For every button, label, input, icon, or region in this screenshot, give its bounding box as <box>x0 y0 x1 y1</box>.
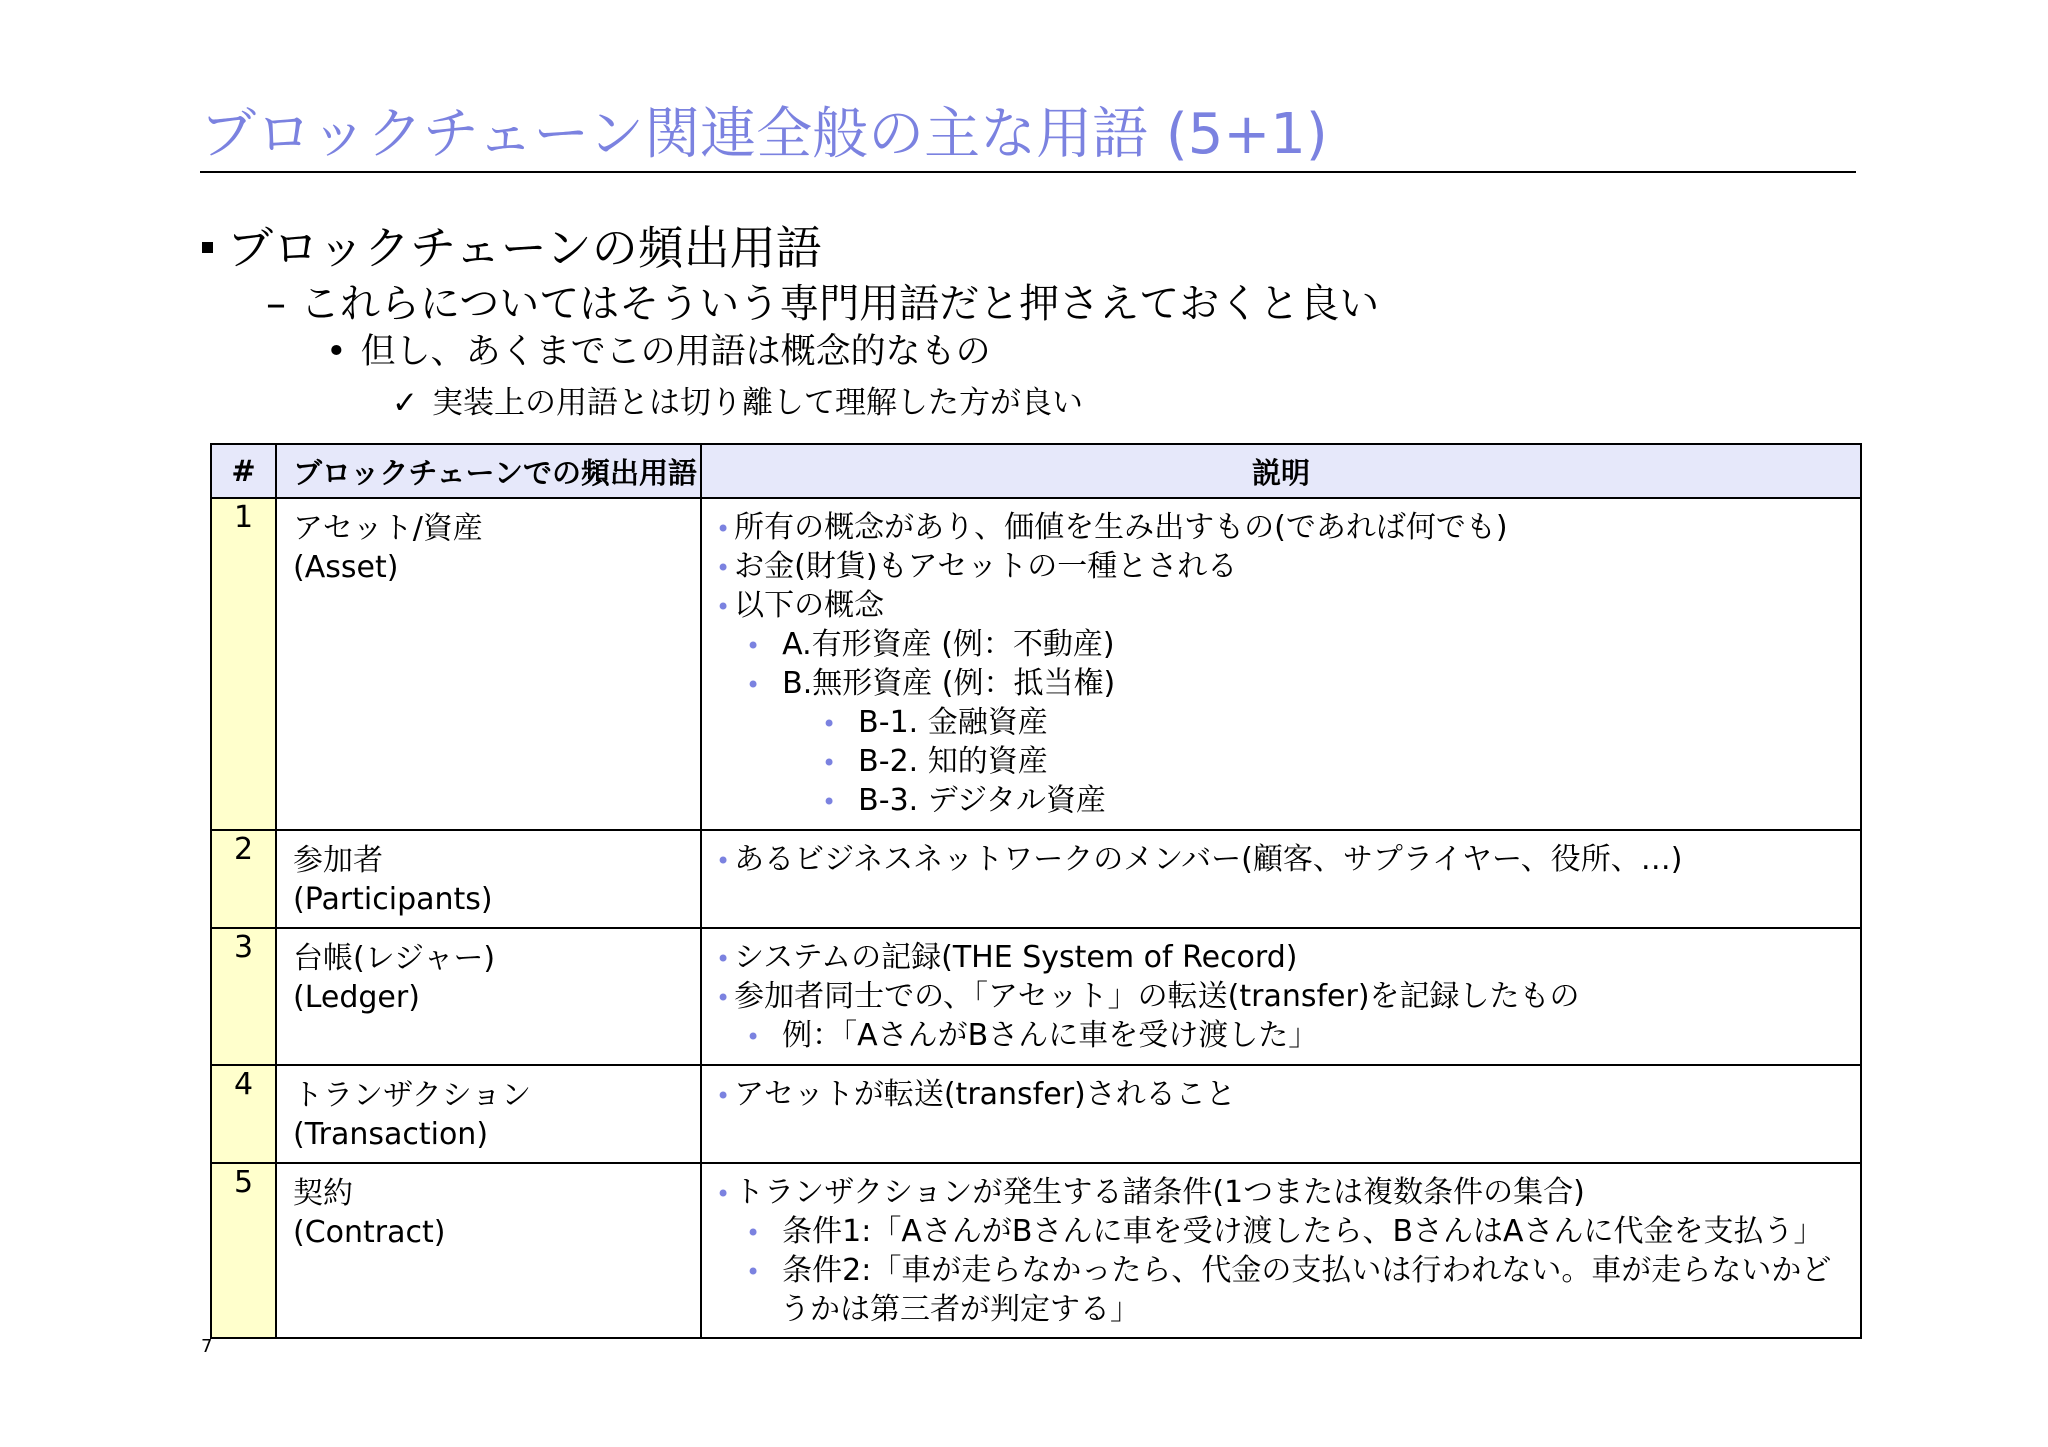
term-en: (Asset) <box>293 550 399 585</box>
desc-text: トランザクションが発生する諸条件(1つまたは複数条件の集合) <box>734 1175 1585 1210</box>
bullet-dot-icon: • <box>746 632 761 660</box>
title-divider <box>200 171 1856 173</box>
desc-text: 以下の概念 <box>734 588 885 623</box>
desc-line <box>716 1076 1848 1115</box>
desc-line <box>716 743 1848 782</box>
desc-line <box>716 665 1848 704</box>
row-term <box>276 928 701 1065</box>
slide-title: ブロックチェーン関連全般の主な用語 (5+1) <box>200 102 1328 167</box>
table-row <box>211 498 1861 830</box>
desc-line <box>716 704 1848 743</box>
row-num: 5 <box>211 1163 276 1338</box>
desc-line <box>716 782 1848 821</box>
bullet-dot-icon: • <box>716 945 731 973</box>
bullet-dot-icon: • <box>746 1023 761 1051</box>
desc-line <box>716 548 1848 587</box>
row-num: 3 <box>211 928 276 1065</box>
desc-text: 例：「AさんがBさんに車を受け渡した」 <box>782 1018 1319 1053</box>
desc-text: お金(財貨)もアセットの一種とされる <box>734 549 1238 584</box>
desc-text: あるビジネスネットワークのメンバー(顧客、サプライヤー、役所、…) <box>734 842 1683 877</box>
row-desc <box>701 1163 1861 1338</box>
row-num: 1 <box>211 498 276 830</box>
desc-line <box>716 841 1848 880</box>
desc-line <box>716 1017 1848 1056</box>
row-term <box>276 1065 701 1163</box>
bullet-dot-icon: • <box>716 1180 731 1208</box>
term-en: (Contract) <box>293 1215 446 1250</box>
bullet-level2 <box>266 272 1379 329</box>
term-ja: 参加者 <box>293 843 383 878</box>
table-row <box>211 830 1861 928</box>
bullet-dot-icon: • <box>716 984 731 1012</box>
desc-text: 条件2:「車が走らなかったら、代金の支払いは行われない。車が走らないかどうかは第三者が判定する」 <box>780 1253 1832 1327</box>
term-ja: トランザクション <box>293 1078 532 1113</box>
bullet-level2-text: これらについてはそういう専門用語だと押さえておくと良い <box>300 281 1380 327</box>
desc-text: システムの記録(THE System of Record) <box>734 940 1298 975</box>
checkmark-icon: ✓ <box>392 385 418 421</box>
desc-text: 条件1:「AさんがBさんに車を受け渡したら、BさんはAさんに代金を支払う」 <box>782 1214 1824 1249</box>
desc-text: 参加者同士での、「アセット」の転送(transfer)を記録したもの <box>734 979 1580 1014</box>
desc-text: 所有の概念があり、価値を生み出すもの(であれば何でも) <box>734 510 1508 545</box>
bullet-dot-icon: • <box>716 554 731 582</box>
bullet-dot-icon: • <box>746 1258 761 1286</box>
row-desc <box>701 830 1861 928</box>
term-ja: 契約 <box>293 1176 353 1211</box>
desc-line <box>716 626 1848 665</box>
page-number: 7 <box>201 1336 213 1357</box>
bullet-level1 <box>202 212 822 278</box>
bullet-dot-icon: • <box>746 1219 761 1247</box>
term-en: (Participants) <box>293 882 493 917</box>
row-desc <box>701 1065 1861 1163</box>
table-row <box>211 928 1861 1065</box>
bullet-dot-icon: • <box>716 593 731 621</box>
row-desc <box>701 498 1861 830</box>
dot-bullet-icon: • <box>326 332 347 372</box>
header-term: ブロックチェーンでの頻出用語 <box>276 444 701 498</box>
row-term <box>276 1163 701 1338</box>
term-en: (Transaction) <box>293 1117 489 1152</box>
bullet-dot-icon: • <box>822 710 837 738</box>
desc-line <box>716 978 1848 1017</box>
bullet-dot-icon: • <box>822 788 837 816</box>
header-desc: 説明 <box>701 444 1861 498</box>
square-bullet-icon <box>202 242 213 253</box>
table-row <box>211 1163 1861 1338</box>
desc-line <box>716 587 1848 626</box>
bullet-level3-text: 但し、あくまでこの用語は概念的なもの <box>360 332 991 372</box>
bullet-dot-icon: • <box>716 847 731 875</box>
desc-line <box>716 939 1848 978</box>
term-ja: アセット/資産 <box>293 511 483 546</box>
desc-text: B-1. 金融資産 <box>858 705 1048 740</box>
row-term <box>276 830 701 928</box>
bullet-level4 <box>392 377 1083 422</box>
bullet-dot-icon: • <box>746 671 761 699</box>
bullet-level1-text: ブロックチェーンの頻出用語 <box>227 221 822 275</box>
bullet-dot-icon: • <box>716 1082 731 1110</box>
bullet-dot-icon: • <box>716 515 731 543</box>
table-row <box>211 1065 1861 1163</box>
bullet-level3 <box>326 324 991 374</box>
desc-text: B-3. デジタル資産 <box>858 783 1106 818</box>
row-num: 4 <box>211 1065 276 1163</box>
desc-line <box>716 509 1848 548</box>
desc-line <box>716 1174 1848 1213</box>
row-num: 2 <box>211 830 276 928</box>
bullet-level4-text: 実装上の用語とは切り離して理解した方が良い <box>431 385 1083 421</box>
desc-text: B-2. 知的資産 <box>858 744 1048 779</box>
terms-table <box>210 443 1862 1339</box>
desc-line <box>716 1252 1848 1329</box>
row-term <box>276 498 701 830</box>
desc-line <box>716 1213 1848 1252</box>
table-header-row <box>211 444 1861 498</box>
desc-text: A.有形資産 (例：不動産) <box>782 627 1115 662</box>
dash-bullet-icon: – <box>266 281 286 327</box>
term-en: (Ledger) <box>293 980 420 1015</box>
row-desc <box>701 928 1861 1065</box>
desc-text: アセットが転送(transfer)されること <box>734 1077 1236 1112</box>
bullet-dot-icon: • <box>822 749 837 777</box>
term-ja: 台帳(レジャー) <box>293 941 496 976</box>
header-num: # <box>211 444 276 498</box>
desc-text: B.無形資産 (例：抵当権) <box>782 666 1116 701</box>
